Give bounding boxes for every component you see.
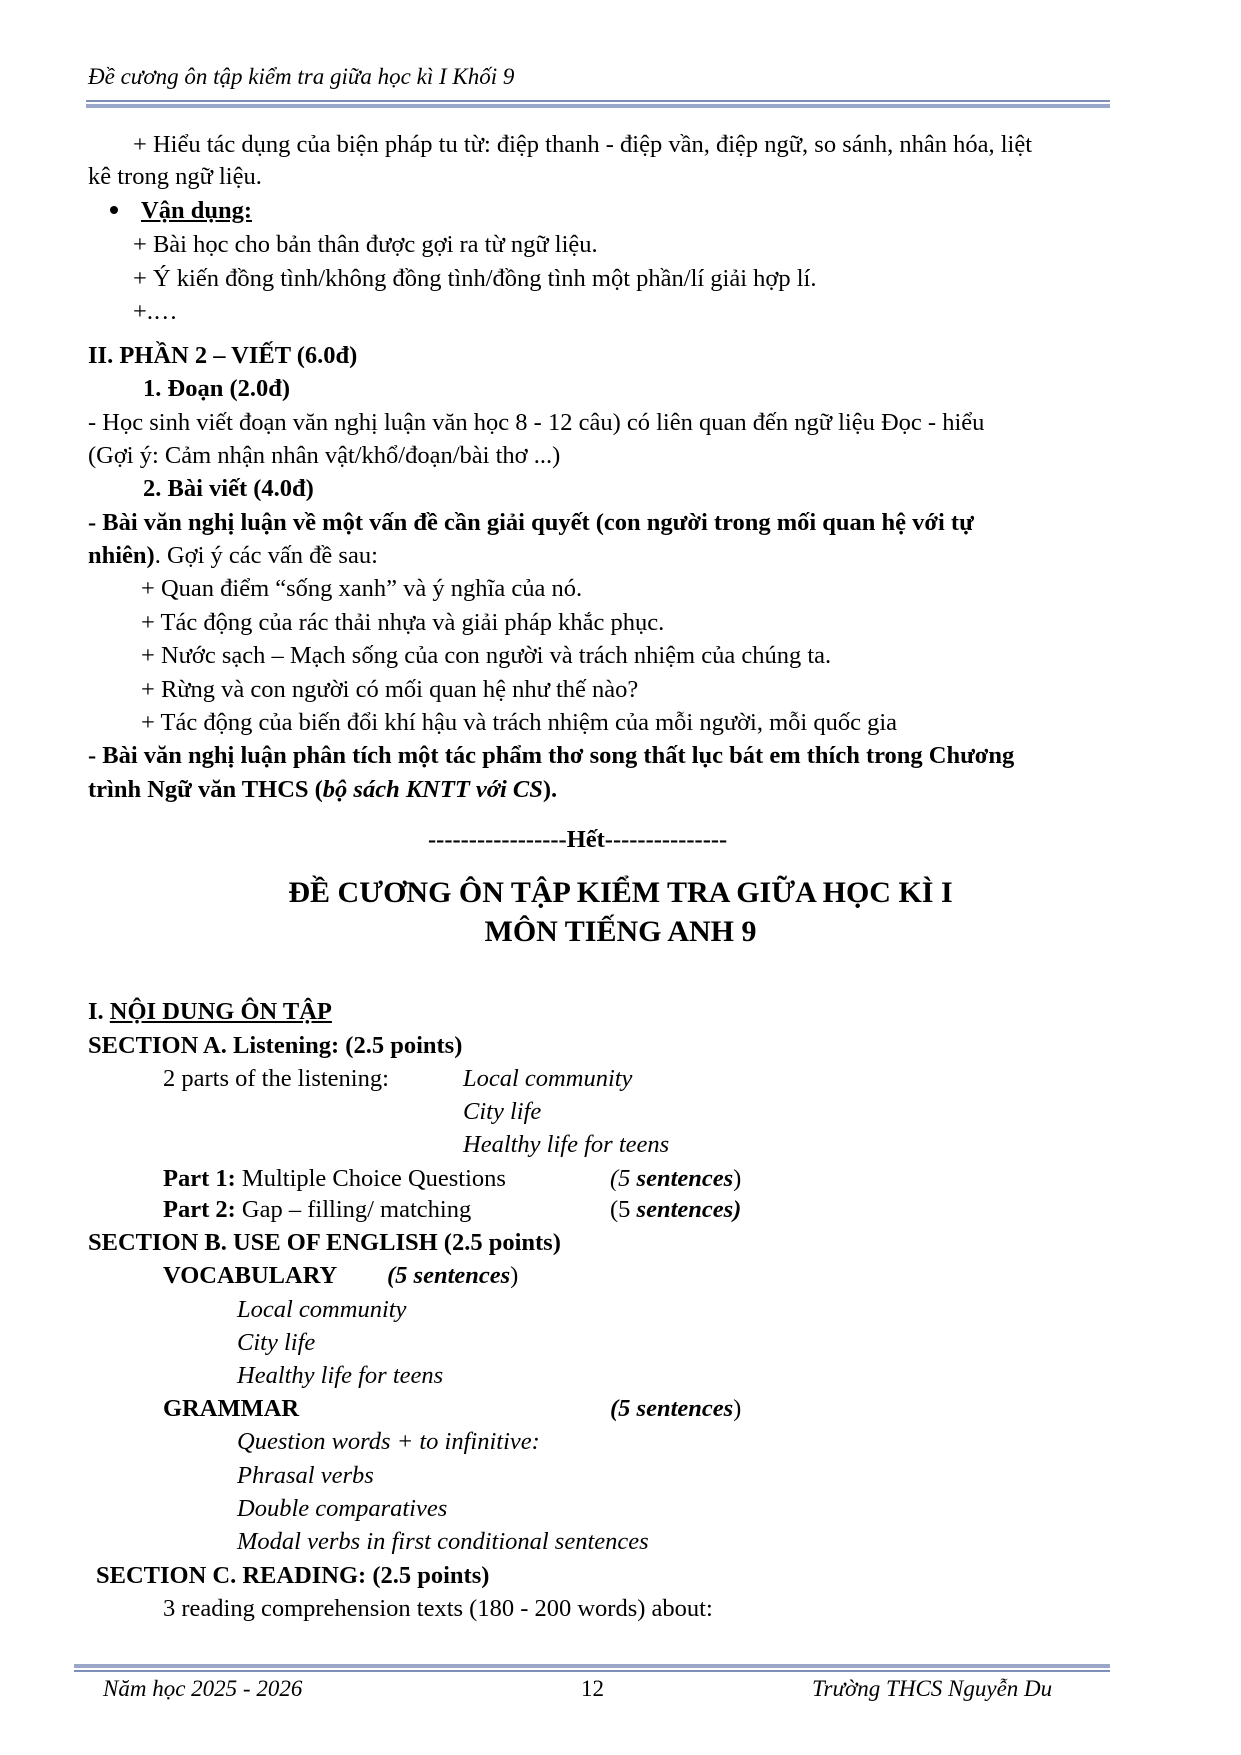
text-line: + Nước sạch – Mạch sống của con người và trách nhiệm của chúng ta. xyxy=(141,642,832,669)
text-line: (Gợi ý: Cảm nhận nhân vật/khổ/đoạn/bài thơ ...) xyxy=(88,442,561,469)
section-number: I. xyxy=(88,998,110,1025)
bold-text: sentences xyxy=(636,1165,734,1192)
text: (5 xyxy=(610,1196,637,1223)
part-text: Gap – filling/ matching xyxy=(235,1196,472,1223)
part-1-line xyxy=(163,1164,506,1193)
text-line: + Rừng và con người có mối quan hệ như thế nào? xyxy=(141,676,639,703)
part-label: Part 1: xyxy=(163,1165,236,1192)
text-line: + Ý kiến đồng tình/không đồng tình/đồng tình một phần/lí giải hợp lí. xyxy=(133,265,817,292)
text-line-bold: - Bài văn nghị luận về một vấn đề cần giải quyết (con người trong mối quan hệ với tự xyxy=(88,509,974,536)
topic-item: Healthy life for teens xyxy=(463,1131,670,1158)
topic-item: City life xyxy=(463,1098,542,1125)
topic-item: Local community xyxy=(463,1065,633,1092)
text-line xyxy=(88,541,378,570)
subheading-grammar: GRAMMAR xyxy=(163,1395,300,1422)
text-line: kê trong ngữ liệu. xyxy=(88,163,262,190)
bold-text: nhiên) xyxy=(88,542,155,569)
text-line: + Tác động của rác thải nhựa và giải pháp khắc phục. xyxy=(141,609,665,636)
text-line: + Quan điểm “sống xanh” và ý nghĩa của nó. xyxy=(141,575,583,602)
part-2-line xyxy=(163,1195,471,1224)
footer-school: Trường THCS Nguyễn Du xyxy=(812,1676,1053,1701)
text-line: + Bài học cho bản thân được gợi ra từ ngữ liệu. xyxy=(133,231,598,258)
page-header: Đề cương ôn tập kiểm tra giữa học kì I Khối 9 xyxy=(88,64,515,89)
footer-rule xyxy=(74,1670,1110,1672)
subheading: 2. Bài viết (4.0đ) xyxy=(143,475,314,502)
text-line: + Hiểu tác dụng của biện pháp tu từ: điệp thanh - điệp vần, điệp ngữ, so sánh, nhân hóa, liệt xyxy=(133,131,1033,158)
document-title: ĐỀ CƯƠNG ÔN TẬP KIỂM TRA GIỮA HỌC KÌ I xyxy=(288,876,953,909)
subheading-vocabulary: VOCABULARY xyxy=(163,1262,338,1289)
part-1-count xyxy=(610,1164,741,1193)
end-marker: -----------------Hết--------------- xyxy=(428,826,728,853)
text-line-bold xyxy=(88,775,557,804)
bullet-icon xyxy=(110,206,118,214)
text-line: - Học sinh viết đoạn văn nghị luận văn học 8 - 12 câu) có liên quan đến ngữ liệu Đọc - hiểu xyxy=(88,409,985,436)
footer-year: Năm học 2025 - 2026 xyxy=(103,1676,303,1701)
section-c-heading: SECTION C. READING: (2.5 points) xyxy=(96,1562,490,1589)
vocab-item: City life xyxy=(237,1329,316,1356)
text: ) xyxy=(733,1395,742,1422)
subheading-van-dung: Vận dụng: xyxy=(141,197,252,224)
bold-italic-text: (5 sentences xyxy=(387,1262,511,1289)
section-a-heading: SECTION A. Listening: (2.5 points) xyxy=(88,1032,463,1059)
text: ). xyxy=(542,776,558,803)
grammar-item: Phrasal verbs xyxy=(237,1462,374,1489)
header-rule xyxy=(86,100,1110,102)
part-2-count xyxy=(610,1195,741,1224)
grammar-item: Modal verbs in first conditional sentences xyxy=(237,1528,649,1555)
section-heading: II. PHẦN 2 – VIẾT (6.0đ) xyxy=(88,342,358,369)
text: trình Ngữ văn THCS ( xyxy=(88,776,323,803)
section-b-heading: SECTION B. USE OF ENGLISH (2.5 points) xyxy=(88,1229,561,1256)
grammar-count xyxy=(610,1394,741,1423)
footer-rule-thick xyxy=(74,1664,1110,1668)
italic-text: bộ sách KNTT với CS xyxy=(322,776,543,803)
vocab-item: Healthy life for teens xyxy=(237,1362,444,1389)
bold-italic-text: sentences) xyxy=(636,1196,742,1223)
text: (5 xyxy=(610,1165,637,1192)
vocab-item: Local community xyxy=(237,1296,407,1323)
text-line: +.… xyxy=(133,298,178,325)
document-subtitle: MÔN TIẾNG ANH 9 xyxy=(484,915,757,948)
grammar-item: Question words + to infinitive: xyxy=(237,1428,540,1455)
text: ) xyxy=(510,1262,519,1289)
grammar-item: Double comparatives xyxy=(237,1495,448,1522)
text-line-bold: - Bài văn nghị luận phân tích một tác phẩm thơ song thất lục bát em thích trong Chương xyxy=(88,742,1015,769)
text: ) xyxy=(733,1165,742,1192)
page-number: 12 xyxy=(581,1676,604,1701)
header-rule-thick xyxy=(86,104,1110,108)
bold-italic-text: (5 sentences xyxy=(610,1395,734,1422)
part-text: Multiple Choice Questions xyxy=(235,1165,506,1192)
text: . Gợi ý các vấn đề sau: xyxy=(154,542,378,569)
section-heading xyxy=(88,997,332,1026)
text-line: 3 reading comprehension texts (180 - 200 words) about: xyxy=(163,1595,713,1622)
subheading: 1. Đoạn (2.0đ) xyxy=(143,375,291,402)
vocab-count xyxy=(387,1261,518,1290)
part-label: Part 2: xyxy=(163,1196,236,1223)
text-line: 2 parts of the listening: xyxy=(163,1065,389,1092)
text-line: + Tác động của biến đổi khí hậu và trách nhiệm của mỗi người, mỗi quốc gia xyxy=(141,709,898,736)
section-title: NỘI DUNG ÔN TẬP xyxy=(109,998,332,1025)
